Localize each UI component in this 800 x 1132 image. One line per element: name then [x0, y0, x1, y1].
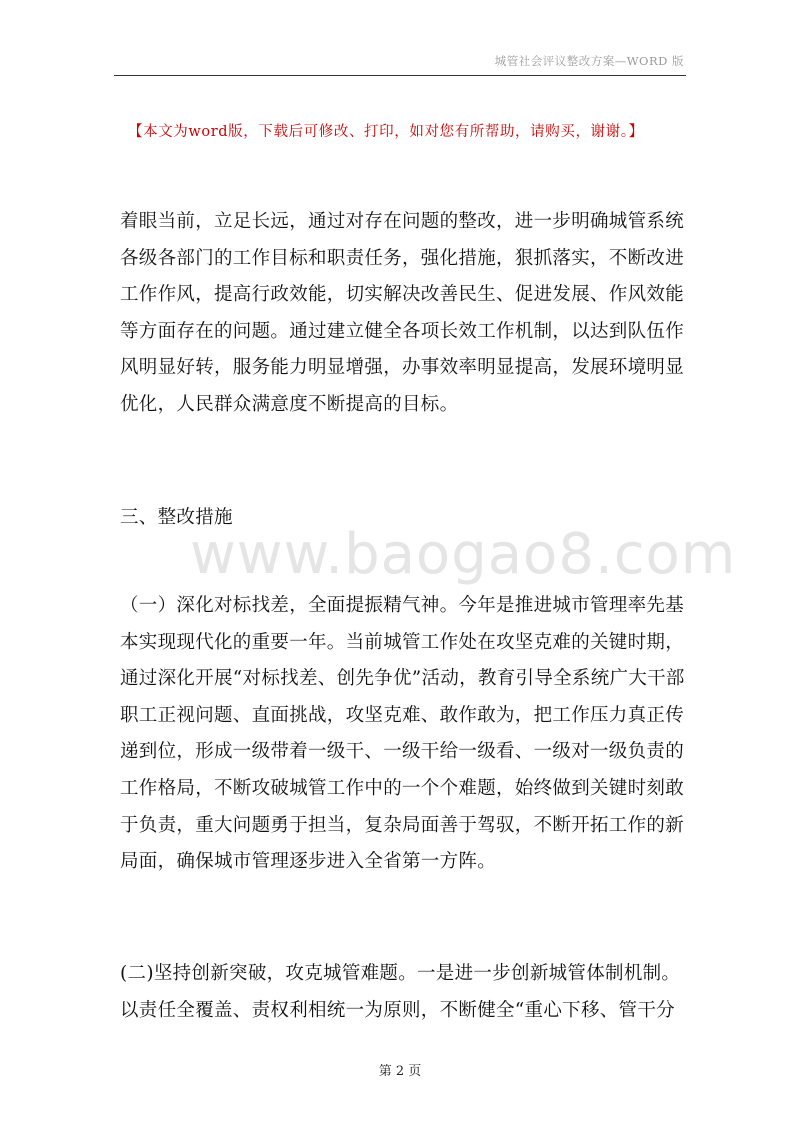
section-heading-text: 三、整改措施	[120, 507, 233, 528]
paragraph-text: 着眼当前，立足长远，通过对存在问题的整改，进一步明确城管系统各级各部门的工作目标和职责任务，强化措施，狠抓落实，不断改进工作作风，提高行政效能，切实解决改善民生、促进发展、作风效能等方面存在的问题。通过建立健全各项长效工作机制，以达到队伍作风明显好转，服务能力明显增强，办事效率明显提高，发展环境明显优化，人民群众满意度不断提高的目标。	[120, 211, 685, 415]
watermark: www.baogao8.com	[190, 522, 737, 587]
purchase-notice: 【本文为word版，下载后可修改、打印，如对您有所帮助，请购买，谢谢。】	[128, 124, 644, 140]
header-divider	[114, 75, 686, 76]
page-number: 第 2 页	[378, 1064, 422, 1079]
paragraph-text: （一）深化对标找差，全面提振精气神。今年是推进城市管理率先基本实现现代化的重要一年。当前城管工作处在攻坚克难的关键时期，通过深化开展“对标找差、创先争优”活动，教育引导全系统广大干部职工正视问题、直面挑战，攻坚克难、敢作敢为，把工作压力真正传递到位，形成一级带着一级干、一级干给一级看、一级对一级负责的工作格局，不断攻破城管工作中的一个个难题，始终做到关键时刻敢于负责，重大问题勇于担当，复杂局面善于驾驭，不断开拓工作的新局面，确保城市管理逐步进入全省第一方阵。	[120, 595, 685, 873]
paragraph-goals	[120, 204, 694, 424]
paragraph-measure-1	[120, 588, 694, 881]
header-title: 城管社会评议整改方案—WORD 版	[494, 54, 684, 68]
paragraph-text: (二)坚持创新突破，攻克城管难题。一是进一步创新城管体制机制。以责任全覆盖、责权利相统一为原则，不断健全“重心下移、管干分	[120, 963, 681, 1021]
section-heading	[120, 500, 694, 537]
paragraph-measure-2	[120, 956, 694, 1029]
